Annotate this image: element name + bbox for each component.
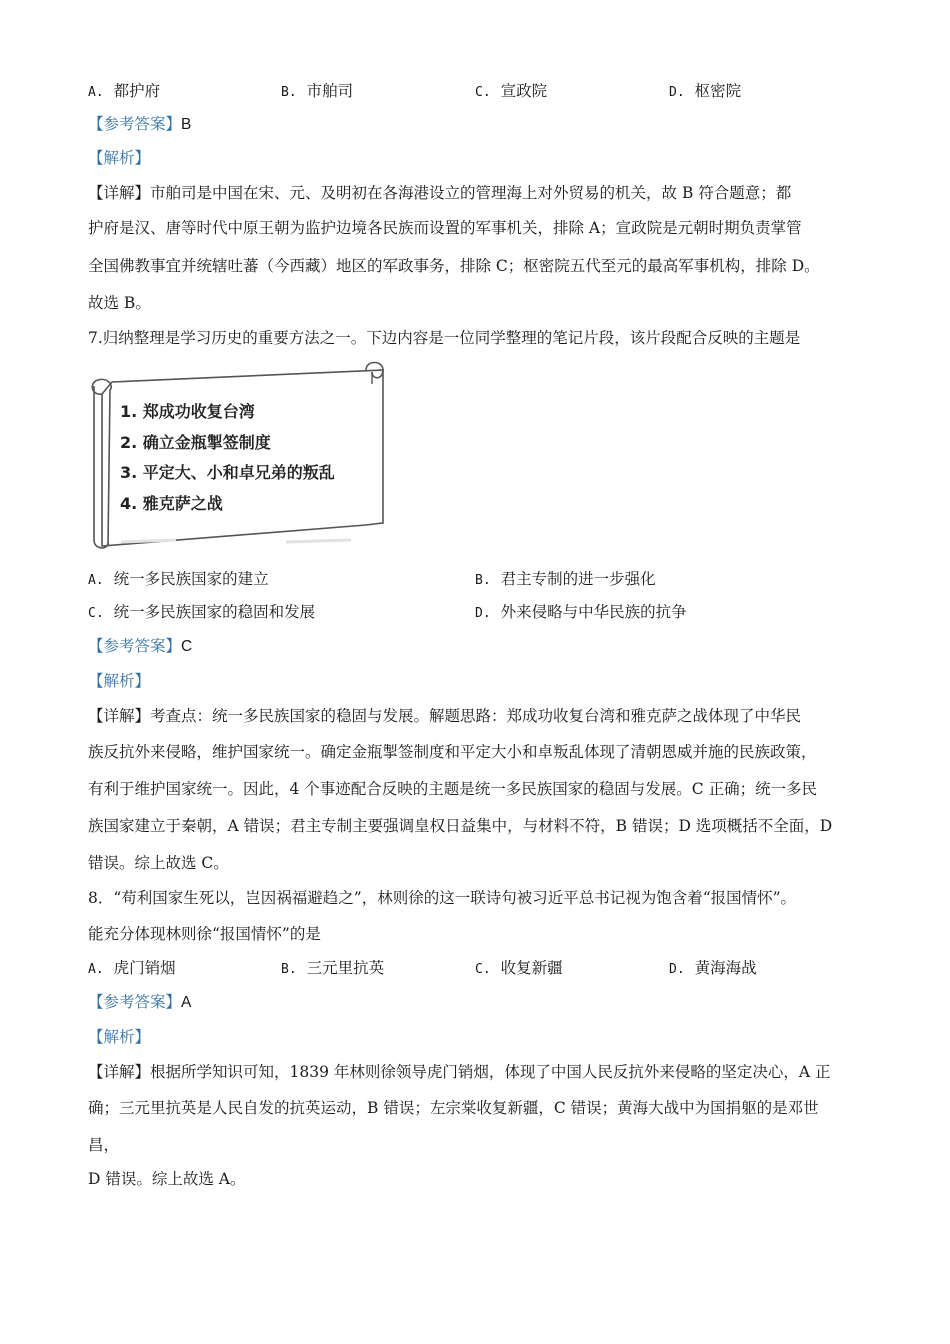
q7-option-a: A. 统一多民族国家的建立	[88, 570, 269, 588]
scroll-item-3: 3. 平定大、小和卓兄弟的叛乱	[120, 463, 335, 482]
q8-analysis-label: 【解析】	[88, 1028, 151, 1046]
q7-option-b: B. 君主专制的进一步强化	[475, 570, 656, 588]
q8-options	[88, 957, 868, 979]
q8-question-line-2: 能充分体现林则徐“报国情怀”的是	[88, 925, 321, 943]
q6-detail-line-3: 全国佛教事宜并统辖吐蕃（今西藏）地区的军政事务，排除 C；枢密院五代至元的最高军事机构，排除 D。	[88, 257, 820, 275]
q8-answer: 【参考答案】A	[88, 993, 192, 1011]
scroll-item-4: 4. 雅克萨之战	[120, 493, 223, 513]
q7-detail-line-4: 族国家建立于秦朝，A 错误；君主专制主要强调皇权日益集中，与材料不符，B 错误；D 选项概括不全面，D	[88, 817, 833, 835]
q8-option-a: A. 虎门销烟	[88, 959, 176, 977]
q6-options	[88, 80, 868, 102]
q6-detail-line-4: 故选 B。	[88, 294, 151, 312]
q6-detail-line-2: 护府是汉、唐等时代中原王朝为监护边境各民族而设置的军事机关，排除 A；宣政院是元朝时期负责掌管	[88, 219, 802, 237]
q6-detail-line-1: 【详解】市舶司是中国在宋、元、及明初在各海港设立的管理海上对外贸易的机关，故 B 符合题意；都	[88, 184, 792, 202]
q8-detail-line-1: 【详解】根据所学知识可知，1839 年林则徐领导虎门销烟，体现了中国人民反抗外来侵略的坚定决心，A 正	[88, 1063, 831, 1081]
q8-question-line-1: 8．“苟利国家生死以，岂因祸福避趋之”，林则徐的这一联诗句被习近平总书记视为饱含着“报国情怀”。	[88, 889, 797, 907]
q7-option-d: D. 外来侵略与中华民族的抗争	[475, 603, 687, 621]
scroll-item-1: 1. 郑成功收复台湾	[120, 402, 255, 421]
q6-option-a: A. 都护府	[88, 82, 161, 100]
q7-detail-line-2: 族反抗外来侵略，维护国家统一。确定金瓶掣签制度和平定大小和卓叛乱体现了清朝恩威并施的民族政策，	[88, 743, 817, 761]
q7-options-row-2	[88, 601, 868, 623]
q8-option-b: B. 三元里抗英	[281, 959, 385, 977]
q6-analysis-label: 【解析】	[88, 149, 151, 167]
q8-option-d: D. 黄海海战	[669, 959, 757, 977]
q7-question: 7.归纳整理是学习历史的重要方法之一。下边内容是一位同学整理的笔记片段，该片段配合反映的主题是	[88, 329, 801, 347]
q8-detail-line-2: 确；三元里抗英是人民自发的抗英运动，B 错误；左宗棠收复新疆，C 错误；黄海大战中为国捐躯的是邓世	[88, 1099, 819, 1117]
q7-option-c: C. 统一多民族国家的稳固和发展	[88, 603, 316, 621]
q7-answer: 【参考答案】C	[88, 637, 193, 655]
q8-detail-line-3: 昌，	[88, 1136, 120, 1154]
scroll-list	[120, 397, 335, 519]
q6-option-d: D. 枢密院	[669, 82, 742, 100]
q6-answer: 【参考答案】B	[88, 115, 192, 133]
q6-option-c: C. 宣政院	[475, 82, 548, 100]
q6-option-b: B. 市舶司	[281, 82, 354, 100]
q7-detail-line-5: 错误。综上故选 C。	[88, 854, 229, 872]
q7-detail-line-1: 【详解】考查点：统一多民族国家的稳固与发展。解题思路：郑成功收复台湾和雅克萨之战体现了中华民	[88, 707, 802, 725]
q7-detail-line-3: 有利于维护国家统一。因此，4 个事迹配合反映的主题是统一多民族国家的稳固与发展。C 正确；统一多民	[88, 780, 818, 798]
scroll-item-2: 2. 确立金瓶掣签制度	[120, 432, 271, 452]
q7-options-row-1	[88, 568, 868, 590]
q7-analysis-label: 【解析】	[88, 672, 151, 690]
q8-detail-line-4: D 错误。综上故选 A。	[88, 1170, 246, 1188]
q8-option-c: C. 收复新疆	[475, 959, 563, 977]
